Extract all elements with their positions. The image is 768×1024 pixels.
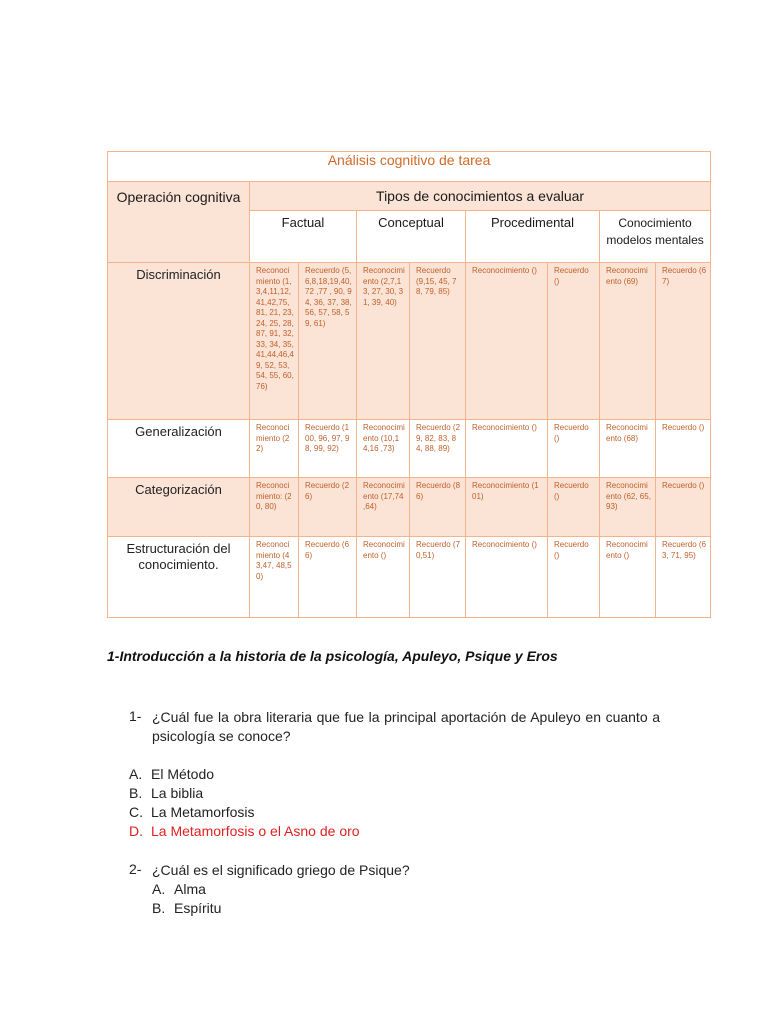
table-cell: Reconocimiento: (20, 80)	[250, 478, 299, 537]
option-text: Espíritu	[174, 900, 222, 916]
category-modelos-mentales: Conocimiento modelos mentales	[600, 211, 711, 263]
table-cell: Reconocimiento ()	[466, 537, 548, 618]
table-cell: Reconocimiento (17,74 ,64)	[357, 478, 410, 537]
answer-option[interactable]	[152, 899, 221, 918]
table-cell: Recuerdo ()	[548, 537, 600, 618]
table-cell: Reconocimiento (101)	[466, 478, 548, 537]
option-text: La biblia	[151, 785, 204, 801]
table-cell: Recuerdo (9,15, 45, 78, 79, 85)	[410, 263, 466, 420]
table-cell: Recuerdo (86)	[410, 478, 466, 537]
table-cell: Reconocimiento ()	[600, 537, 656, 618]
option-text: La Metamorfosis o el Asno de oro	[151, 823, 360, 839]
table-row	[108, 420, 711, 478]
table-cell: Recuerdo (5,6,8,18,19,40,72 ,77 , 90, 94, 36, 37, 38, 56, 57, 58, 59, 61)	[299, 263, 357, 420]
row-label-generalizacion: Generalización	[108, 420, 250, 478]
table-row	[108, 537, 711, 618]
cognitive-analysis-table	[107, 151, 711, 618]
table-cell: Recuerdo (67)	[656, 263, 711, 420]
table-cell: Recuerdo (29, 82, 83, 84, 88, 89)	[410, 420, 466, 478]
answer-option-correct[interactable]	[129, 822, 360, 841]
table-cell: Recuerdo (63, 71, 95)	[656, 537, 711, 618]
answer-option[interactable]	[129, 765, 214, 784]
table-cell: Recuerdo ()	[548, 263, 600, 420]
table-cell: Recuerdo (70,51)	[410, 537, 466, 618]
table-cell: Reconocimiento ()	[357, 537, 410, 618]
table-cell: Reconocimiento (1,3,4,11,12,41,42,75, 81, 21, 23, 24, 25, 28, 87, 91, 32, 33, 34, 35,41,44,46,49, 52, 53, 54, 55, 60, 76)	[250, 263, 299, 420]
table-cell: Reconocimiento ()	[466, 420, 548, 478]
table-row	[108, 263, 711, 420]
row-label-discriminacion: Discriminación	[108, 263, 250, 420]
option-letter: D.	[129, 823, 143, 839]
question-text: ¿Cuál es el significado griego de Psique?	[152, 862, 410, 878]
option-letter: A.	[152, 881, 166, 897]
option-letter: C.	[129, 804, 143, 820]
table-row	[108, 478, 711, 537]
option-letter: A.	[129, 766, 143, 782]
operation-header: Operación cognitiva	[108, 182, 250, 263]
row-label-estructuracion: Estructuración del conocimiento.	[108, 537, 250, 618]
answer-option[interactable]	[152, 880, 206, 899]
question-number: 1-	[129, 708, 142, 724]
row-label-categorizacion: Categorización	[108, 478, 250, 537]
table-title: Análisis cognitivo de tarea	[108, 152, 711, 182]
table-cell: Recuerdo ()	[656, 420, 711, 478]
option-letter: B.	[129, 785, 143, 801]
category-procedimental: Procedimental	[466, 211, 600, 263]
option-text: Alma	[174, 881, 206, 897]
table-cell: Reconocimiento (62, 65, 93)	[600, 478, 656, 537]
question-text: ¿Cuál fue la obra literaria que fue la principal aportación de Apuleyo en cuanto a psicología se conoce?	[152, 709, 660, 744]
table-cell: Recuerdo (100, 96, 97, 98, 99, 92)	[299, 420, 357, 478]
option-letter: B.	[152, 900, 166, 916]
table-cell: Recuerdo ()	[548, 420, 600, 478]
option-text: El Método	[151, 766, 215, 782]
table-cell: Reconocimiento (43,47, 48,50)	[250, 537, 299, 618]
table-cell: Recuerdo (26)	[299, 478, 357, 537]
question-number: 2-	[129, 861, 142, 877]
table-cell: Reconocimiento (10,14,16 ,73)	[357, 420, 410, 478]
section-heading: 1-Introducción a la historia de la psicología, Apuleyo, Psique y Eros	[107, 648, 558, 664]
table-cell: Recuerdo ()	[548, 478, 600, 537]
table-cell: Reconocimiento ()	[466, 263, 548, 420]
category-conceptual: Conceptual	[357, 211, 466, 263]
table-cell: Reconocimiento (22)	[250, 420, 299, 478]
table-cell: Recuerdo (66)	[299, 537, 357, 618]
answer-option[interactable]	[129, 803, 254, 822]
table-cell: Recuerdo ()	[656, 478, 711, 537]
category-factual: Factual	[250, 211, 357, 263]
table-cell: Reconocimiento (2,7,13, 27, 30, 31, 39, 40)	[357, 263, 410, 420]
option-text: La Metamorfosis	[151, 804, 255, 820]
table-cell: Reconocimiento (68)	[600, 420, 656, 478]
answer-option[interactable]	[129, 784, 203, 803]
types-header: Tipos de conocimientos a evaluar	[250, 182, 711, 211]
table-cell: Reconocimiento (69)	[600, 263, 656, 420]
